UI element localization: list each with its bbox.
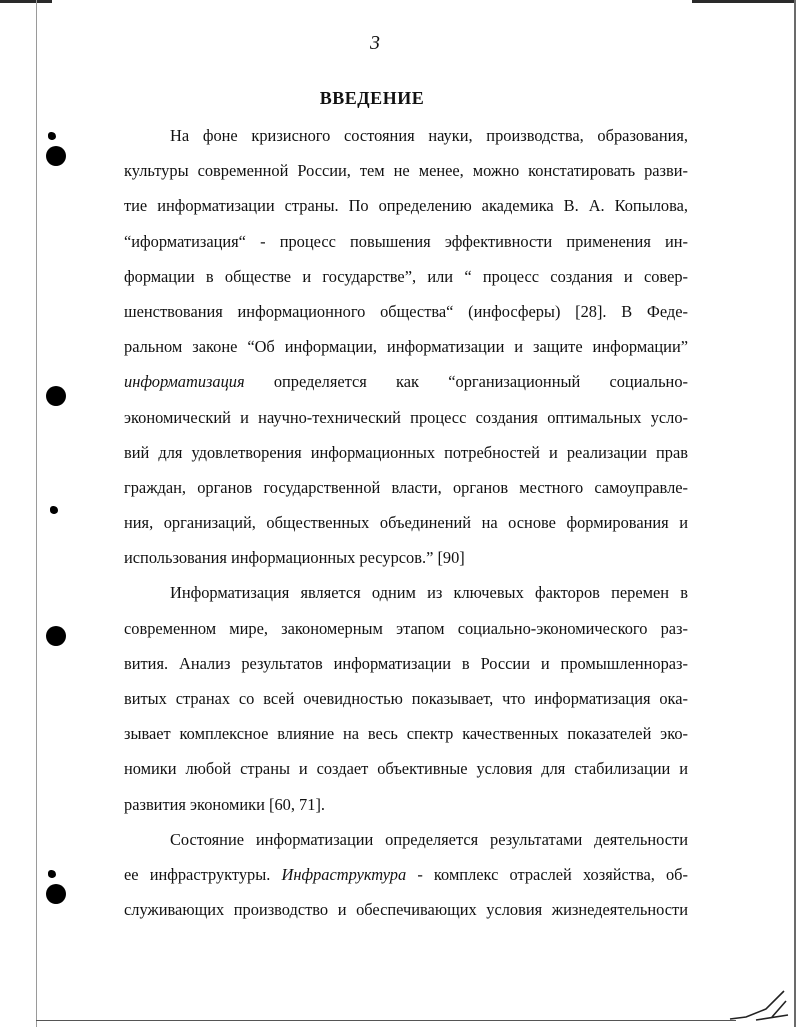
- text-line: граждан, органов государственной власти, органов местного самоуправле-: [124, 477, 688, 497]
- text-line: современном мире, закономерным этапом социально-экономического раз-: [124, 618, 688, 638]
- text-line: “иформатизация“ - процесс повышения эффективности применения ин-: [124, 231, 688, 251]
- scan-speck: [48, 870, 56, 878]
- text-line: вития. Анализ результатов информатизации в России и промышленнораз-: [124, 653, 688, 673]
- binder-hole: [46, 146, 66, 166]
- text-line: формации в обществе и государстве”, или “ процесс создания и совер-: [124, 266, 688, 286]
- text-line: шенствования информационного общества“ (инфосферы) [28]. В Феде-: [124, 301, 688, 321]
- left-page-edge: [36, 0, 37, 1027]
- text-fragment: определяется как “организационный социально-: [273, 372, 688, 392]
- text-line: номики любой страны и создает объективные условия для стабилизации и: [124, 759, 688, 779]
- text-line: вий для удовлетворения информационных потребностей и реализации прав: [124, 442, 688, 462]
- text-line: На фоне кризисного состояния науки, производства, образования,: [170, 126, 688, 145]
- body-text: [124, 118, 688, 927]
- text-line: Состояние информатизации определяется результатами деятельности: [170, 829, 688, 849]
- binder-hole: [46, 884, 66, 904]
- bottom-scan-rule: [36, 1020, 736, 1021]
- scan-speck: [48, 132, 56, 140]
- text-line: культуры современной России, тем не менее, можно констатировать разви-: [124, 161, 688, 181]
- italic-term: информатизация: [124, 372, 245, 392]
- text-line: зывает комплексное влияние на весь спектр качественных показателей эко-: [124, 724, 688, 744]
- text-line: экономический и научно-технический процесс создания оптимальных усло-: [124, 407, 688, 427]
- page-number: 3: [370, 32, 380, 54]
- text-line: [124, 364, 688, 399]
- text-line: [124, 857, 688, 892]
- text-fragment: ее инфраструктуры.: [124, 864, 271, 884]
- text-line: тие информатизации страны. По определению академика В. А. Копылова,: [124, 196, 688, 216]
- page-title: ВВЕДЕНИЕ: [319, 88, 425, 108]
- text-line: развития экономики [60, 71].: [124, 794, 326, 814]
- text-line: ральном законе “Об информации, информатизации и защите информации”: [124, 337, 688, 357]
- text-line: витых странах со всей очевидностью показывает, что информатизация ока-: [124, 689, 688, 708]
- text-line: служивающих производство и обеспечивающих условия жизнедеятельности: [124, 900, 688, 920]
- binder-hole: [46, 386, 66, 406]
- italic-term: Инфраструктура: [281, 864, 407, 884]
- scan-speck: [50, 506, 58, 514]
- text-line: Информатизация является одним из ключевых факторов перемен в: [170, 583, 688, 603]
- corner-scan-artifact-icon: [726, 987, 790, 1023]
- text-fragment: - комплекс отраслей хозяйства, об-: [417, 864, 688, 884]
- text-line: использования информационных ресурсов.” [90]: [124, 548, 465, 568]
- binder-hole: [46, 626, 66, 646]
- text-line: ния, организаций, общественных объединений на основе формирования и: [124, 513, 688, 533]
